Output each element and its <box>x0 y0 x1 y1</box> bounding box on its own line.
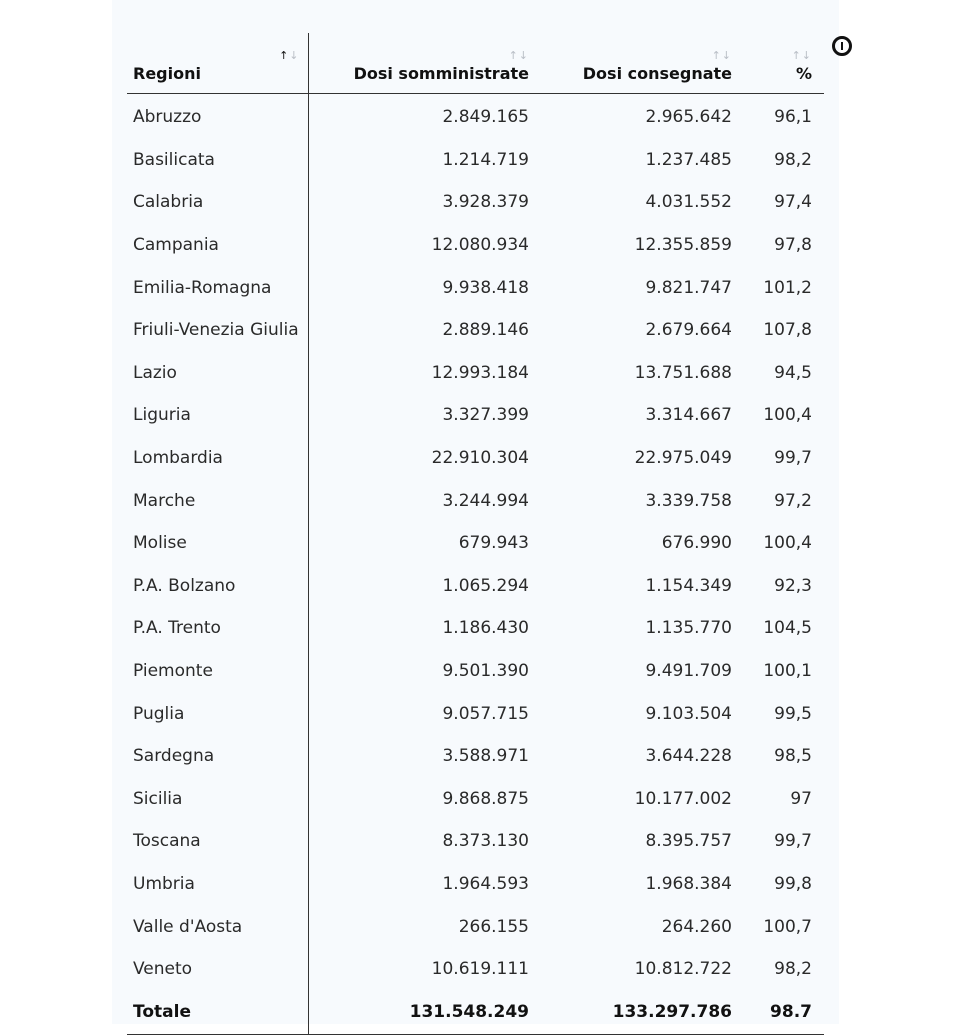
administered-cell: 2.849.165 <box>442 107 529 128</box>
table-row <box>127 309 824 352</box>
delivered-cell: 1.154.349 <box>645 575 732 596</box>
region-cell: Sardegna <box>127 735 308 778</box>
table-row <box>127 735 824 778</box>
total-row <box>127 990 824 1035</box>
delivered-cell: 9.821.747 <box>645 277 732 298</box>
administered-cell: 3.928.379 <box>442 192 529 213</box>
percent-cell: 94,5 <box>774 362 812 383</box>
delivered-cell: 9.103.504 <box>645 703 732 724</box>
delivered-cell: 264.260 <box>661 916 732 937</box>
administered-cell: 266.155 <box>458 916 529 937</box>
header-percent[interactable] <box>744 33 824 94</box>
header-label: Regioni <box>133 64 201 83</box>
delivered-cell: 3.314.667 <box>645 405 732 426</box>
percent-cell: 100,7 <box>763 916 812 937</box>
administered-cell: 679.943 <box>458 533 529 554</box>
percent-cell: 101,2 <box>763 277 812 298</box>
sort-icon[interactable]: ↑↓ <box>279 49 300 62</box>
administered-cell: 22.910.304 <box>431 448 529 469</box>
administered-cell: 8.373.130 <box>442 831 529 852</box>
table-header-row <box>127 33 824 94</box>
percent-cell: 107,8 <box>763 320 812 341</box>
header-label: Dosi consegnate <box>582 64 732 83</box>
region-cell: Friuli-Venezia Giulia <box>127 309 308 352</box>
table-row <box>127 437 824 480</box>
region-cell: Calabria <box>127 181 308 224</box>
table-row <box>127 607 824 650</box>
percent-cell: 104,5 <box>763 618 812 639</box>
administered-cell: 1.065.294 <box>442 575 529 596</box>
region-cell: Molise <box>127 522 308 565</box>
delivered-cell: 2.965.642 <box>645 107 732 128</box>
table-row <box>127 650 824 693</box>
percent-cell: 97,4 <box>774 192 812 213</box>
header-label: % <box>795 64 812 83</box>
percent-cell: 98.7 <box>744 990 824 1035</box>
administered-cell: 3.327.399 <box>442 405 529 426</box>
region-cell: Abruzzo <box>127 94 308 139</box>
percent-cell: 98,2 <box>774 149 812 170</box>
administered-cell: 12.993.184 <box>431 362 529 383</box>
vaccine-doses-table <box>127 33 824 1035</box>
delivered-cell: 3.644.228 <box>645 746 732 767</box>
header-regioni[interactable] <box>127 33 308 94</box>
table-body <box>127 94 824 1035</box>
delivered-cell: 1.135.770 <box>645 618 732 639</box>
region-cell: Puglia <box>127 692 308 735</box>
percent-cell: 98,5 <box>774 746 812 767</box>
table-row <box>127 266 824 309</box>
table-row <box>127 394 824 437</box>
percent-cell: 99,7 <box>774 448 812 469</box>
delivered-cell: 13.751.688 <box>634 362 732 383</box>
table-row <box>127 905 824 948</box>
administered-cell: 131.548.249 <box>308 990 541 1035</box>
administered-cell: 2.889.146 <box>442 320 529 341</box>
table-row <box>127 820 824 863</box>
region-cell: P.A. Trento <box>127 607 308 650</box>
administered-cell: 3.244.994 <box>442 490 529 511</box>
table-row <box>127 224 824 267</box>
region-cell: Toscana <box>127 820 308 863</box>
table-row <box>127 863 824 906</box>
region-cell: Basilicata <box>127 139 308 182</box>
delivered-cell: 676.990 <box>661 533 732 554</box>
percent-cell: 97,2 <box>774 490 812 511</box>
delivered-cell: 12.355.859 <box>634 235 732 256</box>
delivered-cell: 2.679.664 <box>645 320 732 341</box>
delivered-cell: 8.395.757 <box>645 831 732 852</box>
percent-cell: 100,4 <box>763 405 812 426</box>
percent-cell: 99,5 <box>774 703 812 724</box>
table-row <box>127 948 824 991</box>
header-label: Dosi somministrate <box>353 64 529 83</box>
percent-cell: 97 <box>790 788 812 809</box>
table-row <box>127 778 824 821</box>
administered-cell: 1.214.719 <box>442 149 529 170</box>
percent-cell: 99,7 <box>774 831 812 852</box>
administered-cell: 1.964.593 <box>442 873 529 894</box>
sort-icon[interactable]: ↑↓ <box>508 49 529 62</box>
info-icon[interactable] <box>832 36 852 56</box>
administered-cell: 3.588.971 <box>442 746 529 767</box>
delivered-cell: 1.968.384 <box>645 873 732 894</box>
region-cell: Lombardia <box>127 437 308 480</box>
delivered-cell: 3.339.758 <box>645 490 732 511</box>
table-row <box>127 565 824 608</box>
header-dosi-consegnate[interactable] <box>541 33 744 94</box>
delivered-cell: 10.177.002 <box>634 788 732 809</box>
sort-icon[interactable]: ↑↓ <box>711 49 732 62</box>
percent-cell: 92,3 <box>774 575 812 596</box>
table-row <box>127 352 824 395</box>
delivered-cell: 133.297.786 <box>541 990 744 1035</box>
region-cell: Valle d'Aosta <box>127 905 308 948</box>
header-dosi-somministrate[interactable] <box>308 33 541 94</box>
region-cell: Sicilia <box>127 778 308 821</box>
region-cell: Veneto <box>127 948 308 991</box>
region-cell: Umbria <box>127 863 308 906</box>
region-cell: Campania <box>127 224 308 267</box>
percent-cell: 100,4 <box>763 533 812 554</box>
delivered-cell: 10.812.722 <box>634 959 732 980</box>
region-cell: Piemonte <box>127 650 308 693</box>
percent-cell: 96,1 <box>774 107 812 128</box>
region-cell: Emilia-Romagna <box>127 266 308 309</box>
percent-cell: 97,8 <box>774 235 812 256</box>
administered-cell: 10.619.111 <box>431 959 529 980</box>
delivered-cell: 4.031.552 <box>645 192 732 213</box>
administered-cell: 9.501.390 <box>442 661 529 682</box>
table-row <box>127 692 824 735</box>
sort-icon[interactable]: ↑↓ <box>791 49 812 62</box>
table-row <box>127 181 824 224</box>
administered-cell: 9.868.875 <box>442 788 529 809</box>
region-cell: Liguria <box>127 394 308 437</box>
table-row <box>127 139 824 182</box>
delivered-cell: 22.975.049 <box>634 448 732 469</box>
region-cell: P.A. Bolzano <box>127 565 308 608</box>
administered-cell: 1.186.430 <box>442 618 529 639</box>
table-row <box>127 522 824 565</box>
percent-cell: 99,8 <box>774 873 812 894</box>
region-cell: Marche <box>127 479 308 522</box>
percent-cell: 100,1 <box>763 661 812 682</box>
administered-cell: 12.080.934 <box>431 235 529 256</box>
table-row <box>127 479 824 522</box>
administered-cell: 9.938.418 <box>442 277 529 298</box>
table-row <box>127 94 824 139</box>
administered-cell: 9.057.715 <box>442 703 529 724</box>
percent-cell: 98,2 <box>774 959 812 980</box>
region-cell: Totale <box>127 990 308 1035</box>
delivered-cell: 1.237.485 <box>645 149 732 170</box>
delivered-cell: 9.491.709 <box>645 661 732 682</box>
region-cell: Lazio <box>127 352 308 395</box>
